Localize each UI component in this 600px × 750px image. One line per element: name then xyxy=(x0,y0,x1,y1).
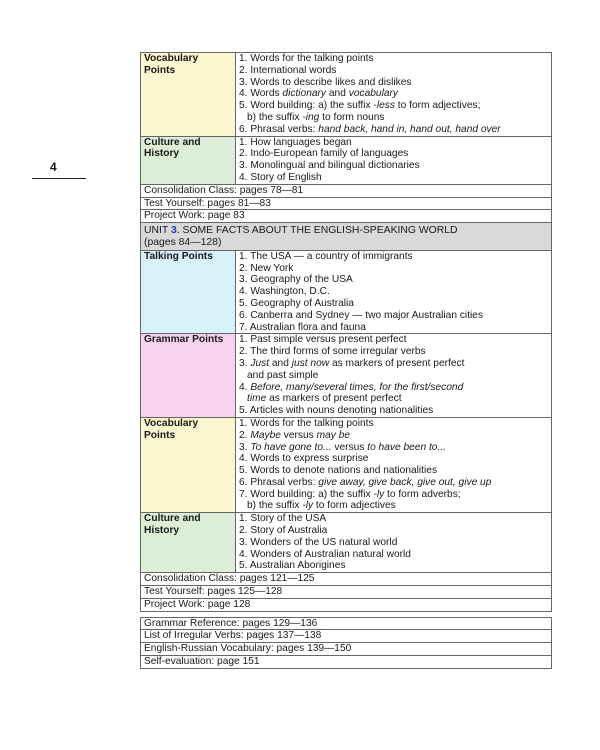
culture-history-label: Culture and History xyxy=(141,136,236,184)
consolidation-class: Consolidation Class: pages 78—81 xyxy=(141,184,552,197)
list-item: 4. Wonders of Australian natural world xyxy=(239,548,411,560)
vocabulary-points-list xyxy=(236,417,552,512)
list-item: 5. Australian Aborigines xyxy=(239,560,346,572)
unit3-culture-history-row xyxy=(141,513,552,573)
list-item: b) the suffix -ly to form adjectives xyxy=(247,500,396,512)
list-item: 5. Word building: a) the suffix -less to form adjectives; xyxy=(239,100,481,112)
unit-3-header xyxy=(141,223,552,251)
list-item: 1. How languages began xyxy=(239,136,352,148)
culture-history-row xyxy=(141,136,552,184)
list-item: and past simple xyxy=(247,369,319,381)
list-item: 1. Words for the talking points xyxy=(239,417,374,429)
list-item: 6. Phrasal verbs: hand back, hand in, hand out, hand over xyxy=(239,123,501,135)
list-item: 7. Word building: a) the suffix -ly to form adverbs; xyxy=(239,488,461,500)
contents-table xyxy=(140,52,552,612)
talking-points-row xyxy=(141,250,552,334)
irregular-verbs-list: List of Irregular Verbs: pages 137—138 xyxy=(141,630,552,643)
list-item: 5. Words to denote nations and nationalities xyxy=(239,465,438,477)
grammar-points-list xyxy=(236,334,552,418)
unit-number: 3 xyxy=(170,225,177,237)
list-item: 2. Maybe versus may be xyxy=(239,429,351,441)
list-item: b) the suffix -ing to form nouns xyxy=(247,111,385,123)
vocabulary-points-label: Vocabulary Points xyxy=(141,417,236,512)
list-item: 1. The USA — a country of immigrants xyxy=(239,250,413,262)
list-item: 1. Story of the USA xyxy=(239,513,327,525)
list-item: 5. Articles with nouns denoting nationalities xyxy=(239,405,434,417)
list-item: 2. New York xyxy=(239,262,294,274)
page-number: 4 xyxy=(50,160,57,174)
grammar-points-label: Grammar Points xyxy=(141,334,236,418)
test-yourself: Test Yourself: pages 81—83 xyxy=(141,197,552,210)
list-item: 6. Phrasal verbs: give away, give back, give out, give up xyxy=(239,476,492,488)
culture-history-label: Culture and History xyxy=(141,513,236,573)
list-item: 5. Geography of Australia xyxy=(239,297,354,309)
unit-title: UNIT 3. SOME FACTS ABOUT THE ENGLISH-SPEAKING WORLD (pages 84—128) xyxy=(141,223,552,251)
table-of-contents xyxy=(140,52,552,669)
grammar-points-row xyxy=(141,334,552,418)
list-item: 6. Canberra and Sydney — two major Australian cities xyxy=(239,309,484,321)
list-item: 4. Washington, D.C. xyxy=(239,286,330,298)
list-item: 1. Words for the talking points xyxy=(239,53,374,64)
appendix-table xyxy=(140,617,552,669)
page-number-rule xyxy=(32,178,86,179)
unit-pages: (pages 84—128) xyxy=(144,236,222,248)
unit3-vocabulary-points-row xyxy=(141,417,552,512)
vocabulary-points-label: Vocabulary Points xyxy=(141,53,236,137)
list-item: 4. Story of English xyxy=(239,171,322,183)
project-work: Project Work: page 83 xyxy=(141,210,552,223)
list-item: 2. International words xyxy=(239,64,337,76)
vocabulary-points-row xyxy=(141,53,552,137)
list-item: 3. Just and just now as markers of present perfect xyxy=(239,357,465,369)
test-yourself: Test Yourself: pages 125—128 xyxy=(141,586,552,599)
talking-points-label: Talking Points xyxy=(141,250,236,334)
list-item: 3. To have gone to... versus to have been to... xyxy=(239,441,446,453)
list-item: 4. Before, many/several times, for the first/second xyxy=(239,381,464,393)
list-item: time as markers of present perfect xyxy=(247,393,402,405)
list-item: 2. Indo-European family of languages xyxy=(239,148,409,160)
english-russian-vocabulary: English-Russian Vocabulary: pages 139—150 xyxy=(141,643,552,656)
list-item: 3. Geography of the USA xyxy=(239,274,353,286)
consolidation-class: Consolidation Class: pages 121—125 xyxy=(141,573,552,586)
list-item: 3. Wonders of the US natural world xyxy=(239,536,398,548)
grammar-reference: Grammar Reference: pages 129—136 xyxy=(141,617,552,630)
list-item: 4. Words to express surprise xyxy=(239,453,369,465)
culture-history-list xyxy=(236,513,552,573)
list-item: 3. Monolingual and bilingual dictionaries xyxy=(239,160,420,172)
project-work: Project Work: page 128 xyxy=(141,598,552,611)
list-item: 4. Words dictionary and vocabulary xyxy=(239,88,398,100)
culture-history-list xyxy=(236,136,552,184)
vocabulary-points-list xyxy=(236,53,552,137)
list-item: 2. The third forms of some irregular verbs xyxy=(239,346,426,358)
list-item: 3. Words to describe likes and dislikes xyxy=(239,76,412,88)
talking-points-list xyxy=(236,250,552,334)
self-evaluation: Self-evaluation: page 151 xyxy=(141,656,552,669)
list-item: 2. Story of Australia xyxy=(239,525,328,537)
list-item: 1. Past simple versus present perfect xyxy=(239,334,407,346)
list-item: 7. Australian flora and fauna xyxy=(239,321,366,333)
